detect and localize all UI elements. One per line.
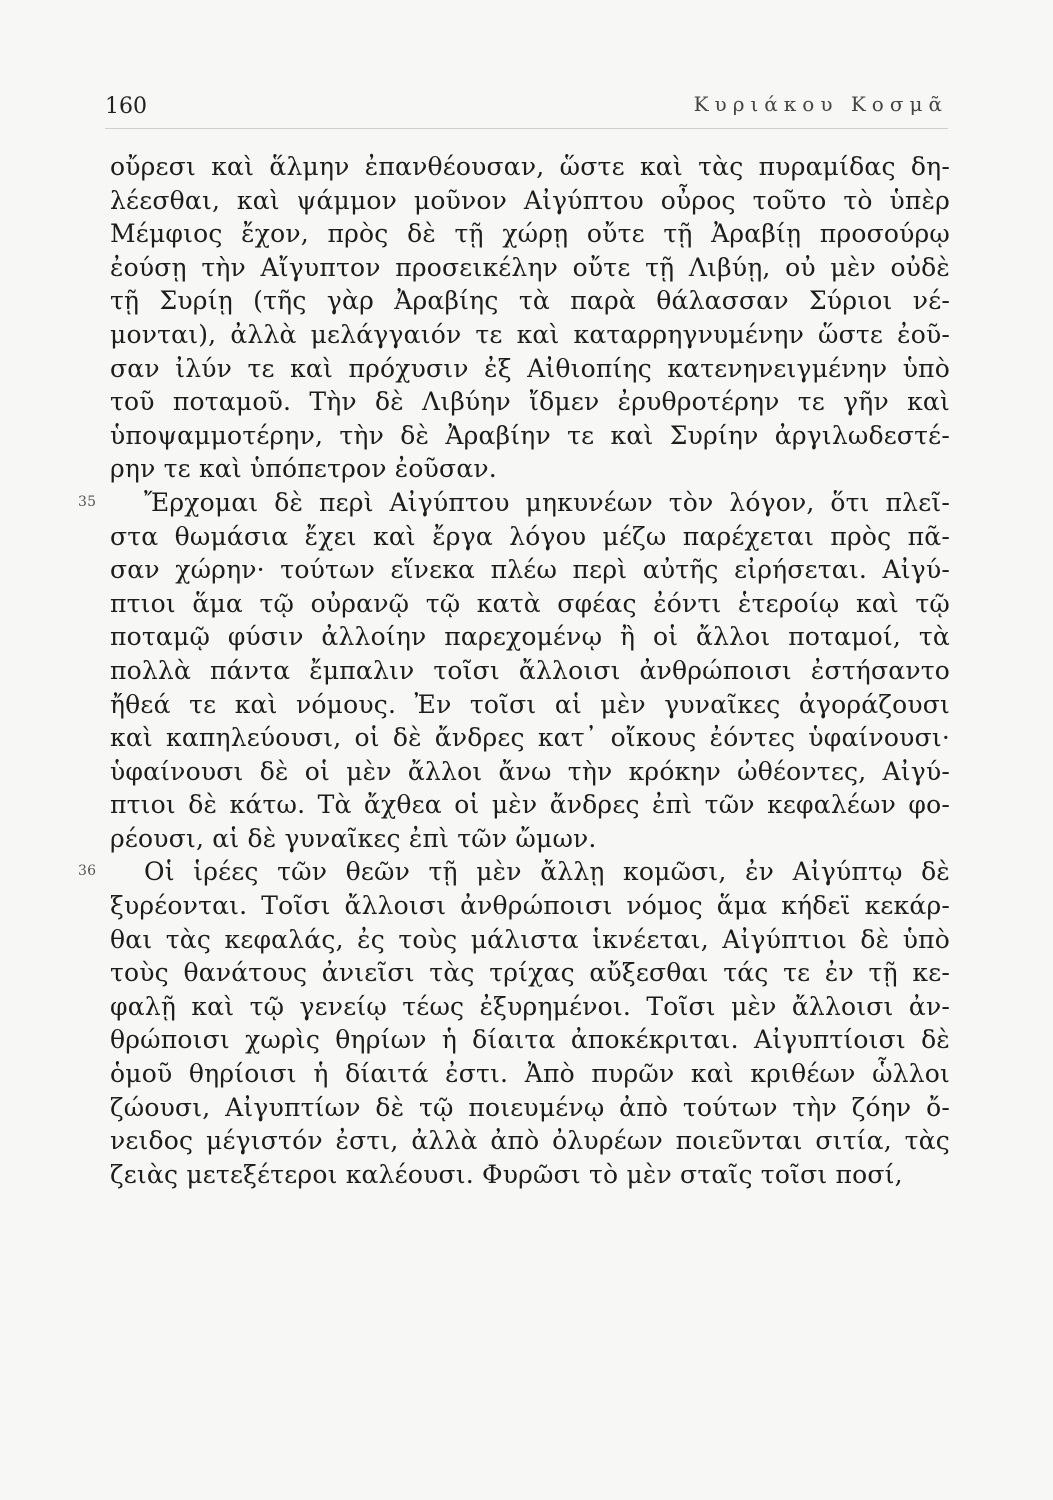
text-line [110,923,950,957]
text-line [110,587,950,621]
line-text: σαν ἰλύν τε καὶ πρόχυσιν ἐξ Αἰθιοπίης κατενηνειγμένην ὑπὸ [110,353,950,383]
line-text: ξυρέονται. Τοῖσι ἄλλοισι ἀνθρώποισι νόμος ἅμα κήδεϊ κεκάρ- [110,891,950,921]
text-line [110,452,950,486]
text-line [110,721,950,755]
line-text: πτιοι ἅμα τῷ οὐρανῷ τῷ κατὰ σφέας ἐόντι ἑτεροίῳ καὶ τῷ [110,588,950,618]
line-text: τοὺς θανάτους ἀνιεῖσι τὰς τρίχας αὔξεσθαι τάς τε ἐν τῇ κε- [110,958,950,988]
text-line [110,150,950,184]
line-text: τῇ Συρίῃ (τῆς γὰρ Ἀραβίης τὰ παρὰ θάλασσαν Σύριοι νέ- [110,286,950,316]
line-text: ὑποψαμμοτέρην, τὴν δὲ Ἀραβίην τε καὶ Συρίην ἀργιλωδεστέ- [110,420,950,450]
line-text: καὶ καπηλεύουσι, οἱ δὲ ἄνδρες κατ᾽ οἴκους ἐόντες ὑφαίνουσι· [110,723,950,753]
line-text: ζειὰς μετεξέτεροι καλέουσι. Φυρῶσι τὸ μὲν σταῖς τοῖσι ποσί, [110,1159,903,1189]
line-text: θαι τὰς κεφαλάς, ἐς τοὺς μάλιστα ἱκνέεται, Αἰγύπτιοι δὲ ὑπὸ [110,924,950,954]
text-line [110,352,950,386]
text-line [110,688,950,722]
text-line [110,1057,950,1091]
line-text: ρέουσι, αἱ δὲ γυναῖκες ἐπὶ τῶν ὤμων. [110,823,597,853]
chapter-number: 36 [78,863,97,880]
text-line [110,620,950,654]
text-line [110,1091,950,1125]
body-text [78,150,950,1191]
text-line [110,419,950,453]
text-line [110,318,950,352]
line-text: ὑφαίνουσι δὲ οἱ μὲν ἄλλοι ἄνω τὴν κρόκην ὠθέοντες, Αἰγύ- [110,756,950,786]
line-text: ἤθεά τε καὶ νόμους. Ἐν τοῖσι αἱ μὲν γυναῖκες ἀγοράζουσι [110,689,950,719]
line-text: στα θωμάσια ἔχει καὶ ἔργα λόγου μέζω παρέχεται πρὸς πᾶ- [110,521,950,551]
line-text: Οἱ ἱρέες τῶν θεῶν τῇ μὲν ἄλλῃ κομῶσι, ἐν Αἰγύπτῳ δὲ [144,857,950,887]
line-text: οὔρεσι καὶ ἅλμην ἐπανθέουσαν, ὥστε καὶ τὰς πυραμίδας δη- [110,152,950,181]
text-line [110,755,950,789]
page-header [105,88,948,129]
text-line [78,486,950,520]
line-text: σαν χώρην· τούτων εἵνεκα πλέω περὶ αὐτῆς εἰρήσεται. Αἰγύ- [110,555,950,585]
text-line [110,1023,950,1057]
line-text: λέεσθαι, καὶ ψάμμον μοῦνον Αἰγύπτου οὖρος τοῦτο τὸ ὑπὲρ [110,185,950,215]
text-line [110,184,950,218]
text-line [110,553,950,587]
text-line [110,385,950,419]
text-line [78,855,950,889]
text-line [110,788,950,822]
line-text: ὁμοῦ θηρίοισι ἡ δίαιτά ἐστι. Ἀπὸ πυρῶν καὶ κριθέων ὧλλοι [110,1059,950,1089]
running-head: Κυριάκου Κοσμᾶ [693,92,948,116]
text-line [110,217,950,251]
text-line [110,889,950,923]
line-text: ζώουσι, Αἰγυπτίων δὲ τῷ ποιευμένῳ ἀπὸ τούτων τὴν ζόην ὄ- [110,1092,950,1122]
line-text: θρώποισι χωρὶς θηρίων ἡ δίαιτα ἀποκέκριται. Αἰγυπτίοισι δὲ [110,1025,950,1055]
text-line [110,1124,950,1158]
line-text: ἐούσῃ τὴν Αἴγυπτον προσεικέλην οὔτε τῇ Λιβύῃ, οὐ μὲν οὐδὲ [110,252,950,282]
text-line [110,520,950,554]
line-text: Μέμφιος ἔχον, πρὸς δὲ τῇ χώρῃ οὔτε τῇ Ἀραβίῃ προσούρῳ [110,219,950,249]
line-text: τοῦ ποταμοῦ. Τὴν δὲ Λιβύην ἴδμεν ἐρυθροτέρην τε γῆν καὶ [110,387,950,417]
line-text: πολλὰ πάντα ἔμπαλιν τοῖσι ἄλλοισι ἀνθρώποισι ἐστήσαντο [110,655,950,685]
text-line [110,1158,950,1192]
line-text: πτιοι δὲ κάτω. Τὰ ἄχθεα οἱ μὲν ἄνδρες ἐπὶ τῶν κεφαλέων φο- [110,790,950,820]
text-line [110,822,950,856]
text-line [110,251,950,285]
line-text: φαλῇ καὶ τῷ γενείῳ τέως ἐξυρημένοι. Τοῖσι μὲν ἄλλοισι ἀν- [110,991,950,1021]
line-text: μονται), ἀλλὰ μελάγγαιόν τε καὶ καταρρηγνυμένην ὥστε ἐοῦ- [110,319,950,349]
line-text: ρην τε καὶ ὑπόπετρον ἐοῦσαν. [110,454,497,484]
line-text: νειδος μέγιστόν ἐστι, ἀλλὰ ἀπὸ ὀλυρέων ποιεῦνται σιτία, τὰς [110,1126,950,1156]
text-line [110,990,950,1024]
text-line [110,284,950,318]
line-text: Ἔρχομαι δὲ περὶ Αἰγύπτου μηκυνέων τὸν λόγον, ὅτι πλεῖ- [144,487,950,517]
page-number: 160 [105,94,147,119]
text-line [110,956,950,990]
line-text: ποταμῷ φύσιν ἀλλοίην παρεχομένῳ ἢ οἱ ἄλλοι ποταμοί, τὰ [110,622,950,652]
chapter-number: 35 [78,493,97,510]
text-line [110,654,950,688]
